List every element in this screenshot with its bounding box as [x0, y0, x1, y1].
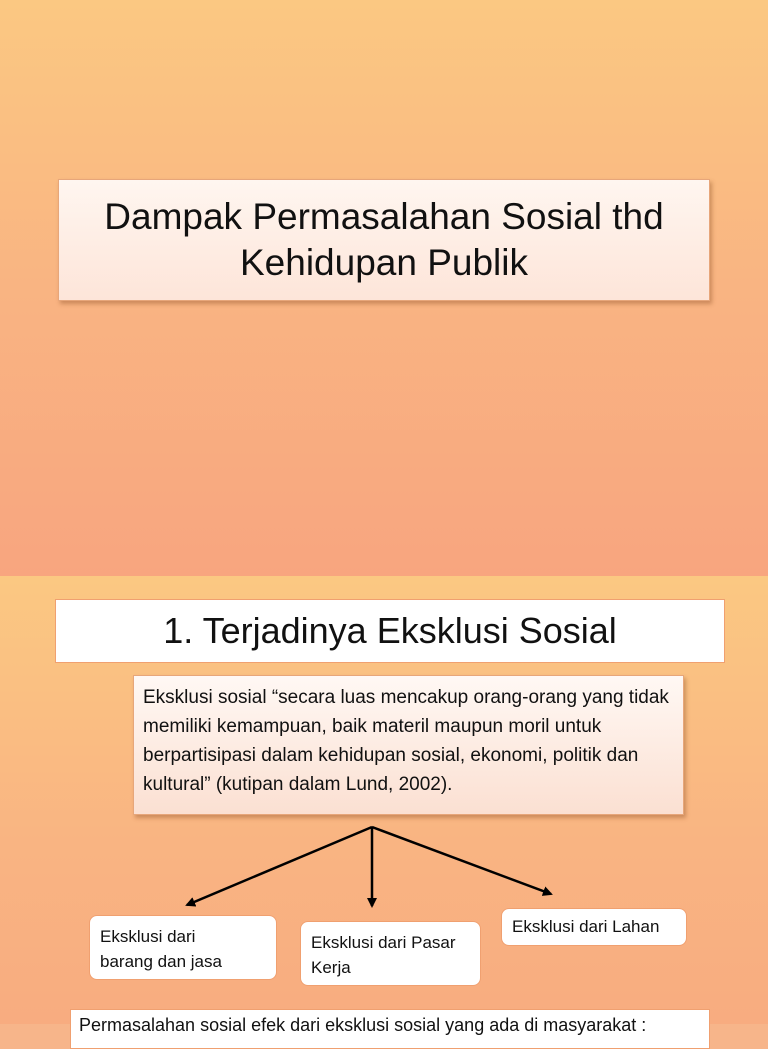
slide-title-box	[58, 179, 710, 301]
arrow-right	[372, 827, 551, 894]
slide-title	[104, 194, 663, 286]
item-label-line-1: Eksklusi dari Pasar	[311, 933, 456, 952]
definition-box: Eksklusi sosial “secara luas mencakup orang-orang yang tidak memiliki kemampuan, baik materil maupun moril untuk berpartisipasi dalam kehidupan sosial, ekonomi, politik dan kultural” (kutipan dalam Lund, 2002).	[133, 675, 684, 815]
slide-2	[0, 576, 768, 1035]
slide-title-line-1: Dampak Permasalahan Sosial thd	[104, 196, 664, 237]
item-label-line-2: barang dan jasa	[100, 952, 222, 971]
item-lahan	[501, 908, 687, 946]
item-label: Eksklusi dari Lahan	[512, 917, 660, 936]
item-label-line-1: Eksklusi dari	[100, 927, 196, 946]
arrow-left	[187, 827, 372, 905]
item-barang-jasa	[89, 915, 277, 980]
item-pasar-kerja	[300, 921, 481, 986]
item-label-line-2: Kerja	[311, 958, 351, 977]
bottom-text-box: Permasalahan sosial efek dari eksklusi sosial yang ada di masyarakat :	[70, 1009, 710, 1049]
slide-heading: 1. Terjadinya Eksklusi Sosial	[55, 599, 725, 663]
slide-title-line-2: Kehidupan Publik	[239, 242, 528, 283]
